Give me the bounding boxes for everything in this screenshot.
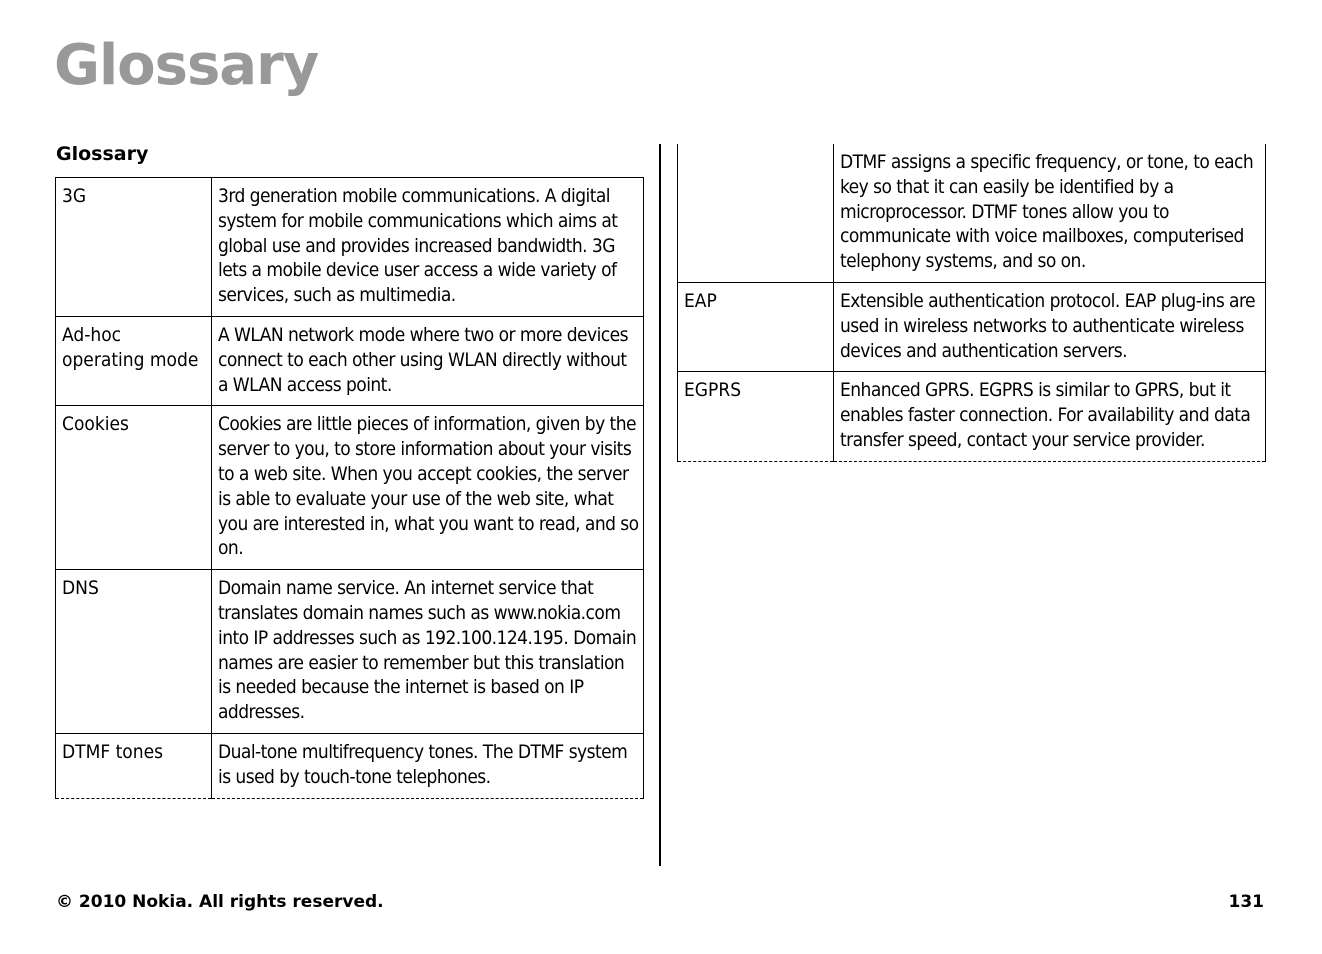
footer-copyright: © 2010 Nokia. All rights reserved. xyxy=(56,892,384,912)
glossary-definition: DTMF assigns a specific frequency, or tone, to each key so that it can easily be identified by a microprocessor. DTMF tones allow you to communicate with voice mailboxes, computerised telephony systems, and so on. xyxy=(834,144,1266,282)
glossary-term: Ad-hoc operating mode xyxy=(56,316,212,405)
glossary-row xyxy=(56,178,644,317)
glossary-term: 3G xyxy=(56,178,212,317)
glossary-term: DTMF tones xyxy=(56,733,212,798)
glossary-term xyxy=(678,144,834,282)
glossary-term: EGPRS xyxy=(678,372,834,461)
glossary-row xyxy=(678,372,1266,461)
glossary-row xyxy=(56,570,644,734)
page-number: 131 xyxy=(1228,892,1264,912)
glossary-term: EAP xyxy=(678,282,834,371)
glossary-term: Cookies xyxy=(56,406,212,570)
glossary-table-right xyxy=(677,144,1266,462)
glossary-definition: Cookies are little pieces of information, given by the server to you, to store information about your visits to a web site. When you accept cookies, the server is able to evaluate your use of the web site, what you are interested in, what you want to read, and so on. xyxy=(212,406,644,570)
glossary-table-left xyxy=(55,177,644,799)
glossary-definition: 3rd generation mobile communications. A digital system for mobile communications which aims at global use and provides increased bandwidth. 3G lets a mobile device user access a wide variety of services, such as multimedia. xyxy=(212,178,644,317)
glossary-definition: Enhanced GPRS. EGPRS is similar to GPRS, but it enables faster connection. For availability and data transfer speed, contact your service provider. xyxy=(834,372,1266,461)
glossary-definition: Domain name service. An internet service that translates domain names such as www.nokia.com into IP addresses such as 192.100.124.195. Domain names are easier to remember but this translation is needed because the internet is based on IP addresses. xyxy=(212,570,644,734)
glossary-term: DNS xyxy=(56,570,212,734)
glossary-row xyxy=(678,282,1266,371)
glossary-row xyxy=(56,316,644,405)
glossary-definition: A WLAN network mode where two or more devices connect to each other using WLAN directly without a WLAN access point. xyxy=(212,316,644,405)
section-heading: Glossary xyxy=(56,143,149,165)
glossary-definition: Extensible authentication protocol. EAP plug-ins are used in wireless networks to authenticate wireless devices and authentication servers. xyxy=(834,282,1266,371)
glossary-definition: Dual-tone multifrequency tones. The DTMF system is used by touch-tone telephones. xyxy=(212,733,644,798)
glossary-row-continued xyxy=(678,144,1266,282)
column-divider xyxy=(659,144,661,866)
page-title: Glossary xyxy=(54,33,319,98)
glossary-row xyxy=(56,406,644,570)
glossary-row xyxy=(56,733,644,798)
